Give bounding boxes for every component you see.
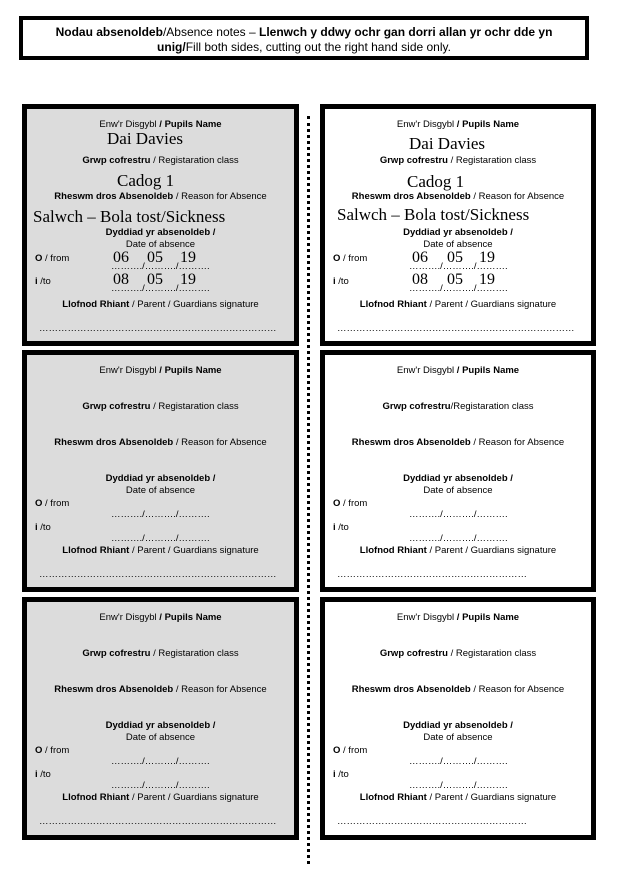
- reason-label: Rheswm dros Absenoldeb / Reason for Absence: [351, 684, 565, 695]
- to-label: i /to: [35, 769, 51, 780]
- from-label: O / from: [333, 745, 368, 756]
- from-year: 19: [180, 249, 196, 266]
- registration-class-label: Grwp cofrestru / Registaration class: [82, 648, 239, 659]
- absence-note-blank-left-2: [22, 597, 299, 840]
- to-date-dots: ………./………./……….: [111, 283, 210, 294]
- to-month: 05: [447, 271, 463, 288]
- absence-note-blank-right-1: [320, 350, 596, 592]
- from-date-dots: ………./………./……….: [111, 509, 210, 520]
- reason-label: Rheswm dros Absenoldeb / Reason for Absence: [54, 437, 267, 448]
- pupil-name-label: Enw'r Disgybl / Pupils Name: [99, 365, 222, 376]
- registration-class-label: Grwp cofrestru / Registaration class: [379, 155, 537, 166]
- to-date-dots: ………./………./……….: [409, 780, 508, 791]
- signature-line: ……………………………………………………: [337, 816, 527, 827]
- to-label: i /to: [35, 276, 51, 287]
- pupil-name-label: Enw'r Disgybl / Pupils Name: [396, 612, 520, 623]
- header-welsh-title: Nodau absenoldeb: [55, 25, 163, 39]
- pupil-name-label: Enw'r Disgybl / Pupils Name: [99, 119, 222, 130]
- reason-label: Rheswm dros Absenoldeb / Reason for Absence: [351, 437, 565, 448]
- date-of-absence-label-english: Date of absence: [125, 732, 196, 743]
- instructions-header: [19, 16, 589, 60]
- signature-label: Llofnod Rhiant / Parent / Guardians signature: [62, 299, 259, 310]
- signature-line: …………………………………………………………………: [39, 323, 277, 334]
- cut-line: [307, 116, 310, 864]
- to-date-dots: ………./………./……….: [111, 533, 210, 544]
- from-month: 05: [447, 249, 463, 266]
- from-label: O / from: [35, 745, 70, 756]
- signature-label: Llofnod Rhiant / Parent / Guardians signature: [359, 792, 557, 803]
- signature-line: ……………………………………………………: [337, 569, 527, 580]
- date-of-absence-label-english: Date of absence: [125, 239, 196, 250]
- from-day: 06: [412, 249, 428, 266]
- registration-class-label: Grwp cofrestru / Registaration class: [82, 155, 239, 166]
- header-english-title: /Absence notes –: [162, 25, 260, 39]
- header-english-instruction: Fill both sides, cutting out the right hand side only.: [185, 40, 451, 54]
- absence-note-filled-right: [320, 104, 596, 346]
- pupil-name-label: Enw'r Disgybl / Pupils Name: [396, 119, 520, 130]
- from-label: O / from: [333, 498, 368, 509]
- pupil-name-label: Enw'r Disgybl / Pupils Name: [99, 612, 222, 623]
- absence-note-filled-left: [22, 104, 299, 346]
- to-date-dots: ………./………./……….: [111, 780, 210, 791]
- registration-class-label: Grwp cofrestru / Registaration class: [82, 401, 239, 412]
- to-label: i /to: [35, 522, 51, 533]
- to-day: 08: [412, 271, 428, 288]
- signature-line: …………………………………………………………………: [39, 816, 277, 827]
- reason-label: Rheswm dros Absenoldeb / Reason for Absence: [54, 684, 267, 695]
- absence-note-blank-left-1: [22, 350, 299, 592]
- to-year: 19: [180, 271, 196, 288]
- from-month: 05: [147, 249, 163, 266]
- from-day: 06: [113, 249, 129, 266]
- registration-class-value: Cadog 1: [407, 172, 465, 191]
- date-of-absence-label-english: Date of absence: [125, 485, 196, 496]
- to-label: i /to: [333, 522, 349, 533]
- signature-line: …………………………………………………………………: [337, 323, 575, 334]
- signature-label: Llofnod Rhiant / Parent / Guardians signature: [62, 792, 259, 803]
- from-date-dots: ………./………./……….: [409, 261, 508, 272]
- pupil-name-value: Dai Davies: [107, 129, 184, 148]
- from-date-dots: ………./………./……….: [111, 261, 210, 272]
- registration-class-value: Cadog 1: [117, 171, 175, 190]
- date-of-absence-label-welsh: Dyddiad yr absenoldeb /: [105, 227, 216, 238]
- header-welsh-instruction: Llenwch y ddwy ochr gan dorri allan yr ochr dde yn unig/: [157, 25, 553, 54]
- from-date-dots: ………./………./……….: [409, 509, 508, 520]
- to-date-dots: ………./………./……….: [409, 283, 508, 294]
- from-label: O / from: [35, 253, 70, 264]
- signature-line: …………………………………………………………………: [39, 569, 277, 580]
- pupil-name-label: Enw'r Disgybl / Pupils Name: [396, 365, 520, 376]
- registration-class-label: Grwp cofrestru / Registaration class: [379, 648, 537, 659]
- reason-value: Salwch – Bola tost/Sickness: [337, 205, 530, 224]
- from-date-dots: ………./………./……….: [111, 756, 210, 767]
- date-of-absence-label-welsh: Dyddiad yr absenoldeb /: [105, 473, 216, 484]
- date-of-absence-label-welsh: Dyddiad yr absenoldeb /: [403, 473, 513, 484]
- from-label: O / from: [333, 253, 368, 264]
- to-month: 05: [147, 271, 163, 288]
- date-of-absence-label-english: Date of absence: [423, 732, 493, 743]
- date-of-absence-label-welsh: Dyddiad yr absenoldeb /: [403, 720, 513, 731]
- reason-value: Salwch – Bola tost/Sickness: [33, 207, 226, 226]
- from-year: 19: [479, 249, 495, 266]
- from-label: O / from: [35, 498, 70, 509]
- signature-label: Llofnod Rhiant / Parent / Guardians signature: [359, 545, 557, 556]
- pupil-name-value: Dai Davies: [409, 134, 486, 153]
- signature-label: Llofnod Rhiant / Parent / Guardians signature: [359, 299, 557, 310]
- date-of-absence-label-english: Date of absence: [423, 485, 493, 496]
- from-date-dots: ………./………./……….: [409, 756, 508, 767]
- to-date-dots: ………./………./……….: [409, 533, 508, 544]
- absence-note-blank-right-2: [320, 597, 596, 840]
- date-of-absence-label-welsh: Dyddiad yr absenoldeb /: [105, 720, 216, 731]
- to-year: 19: [479, 271, 495, 288]
- signature-label: Llofnod Rhiant / Parent / Guardians signature: [62, 545, 259, 556]
- registration-class-label: Grwp cofrestru/Registaration class: [382, 401, 534, 412]
- reason-label: Rheswm dros Absenoldeb / Reason for Absence: [54, 191, 267, 202]
- to-label: i /to: [333, 276, 349, 287]
- to-label: i /to: [333, 769, 349, 780]
- reason-label: Rheswm dros Absenoldeb / Reason for Absence: [351, 191, 565, 202]
- date-of-absence-label-english: Date of absence: [423, 239, 493, 250]
- date-of-absence-label-welsh: Dyddiad yr absenoldeb /: [403, 227, 513, 238]
- to-day: 08: [113, 271, 129, 288]
